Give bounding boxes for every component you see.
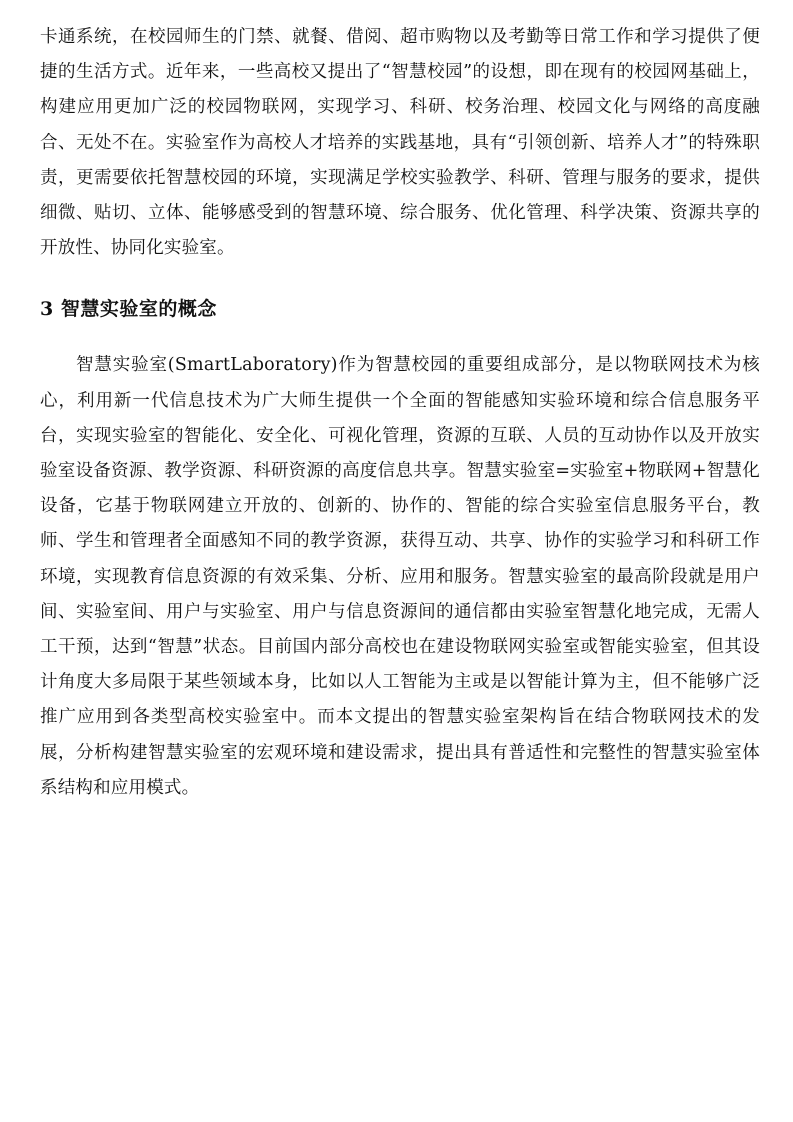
section-heading: 3 智慧实验室的概念: [40, 298, 217, 321]
continued-paragraph: 卡通系统，在校园师生的门禁、就餐、借阅、超市购物以及考勤等日常工作和学习提供了便捷的生活方式。近年来，一些高校又提出了“智慧校园”的设想，即在现有的校园网基础上，构建应用更加广泛的校园物联网，实现学习、科研、校务治理、校园文化与网络的高度融合、无处不在。实验室作为高校人才培养的实践基地，具有“引领创新、培养人才”的特殊职责，更需要依托智慧校园的环境，实现满足学校实验教学、科研、管理与服务的要求，提供细微、贴切、立体、能够感受到的智慧环境、综合服务、优化管理、科学决策、资源共享的开放性、协同化实验室。: [40, 27, 760, 259]
section-paragraph: 智慧实验室(SmartLaboratory)作为智慧校园的重要组成部分，是以物联网技术为核心，利用新一代信息技术为广大师生提供一个全面的智能感知实验环境和综合信息服务平台，实现实验室的智能化、安全化、可视化管理，资源的互联、人员的互动协作以及开放实验室设备资源、教学资源、科研资源的高度信息共享。智慧实验室=实验室+物联网+智慧化设备，它基于物联网建立开放的、创新的、协作的、智能的综合实验室信息服务平台，教师、学生和管理者全面感知不同的教学资源，获得互动、共享、协作的实验学习和科研工作环境，实现教育信息资源的有效采集、分析、应用和服务。智慧实验室的最高阶段就是用户间、实验室间、用户与实验室、用户与信息资源间的通信都由实验室智慧化地完成，无需人工干预，达到“智慧”状态。目前国内部分高校也在建设物联网实验室或智能实验室，但其设计角度大多局限于某些领域本身，比如以人工智能为主或是以智能计算为主，但不能够广泛推广应用到各类型高校实验室中。而本文提出的智慧实验室架构旨在结合物联网技术的发展，分析构建智慧实验室的宏观环境和建设需求，提出具有普适性和完整性的智慧实验室体系结构和应用模式。: [40, 355, 760, 798]
document-page: [40, 20, 760, 806]
